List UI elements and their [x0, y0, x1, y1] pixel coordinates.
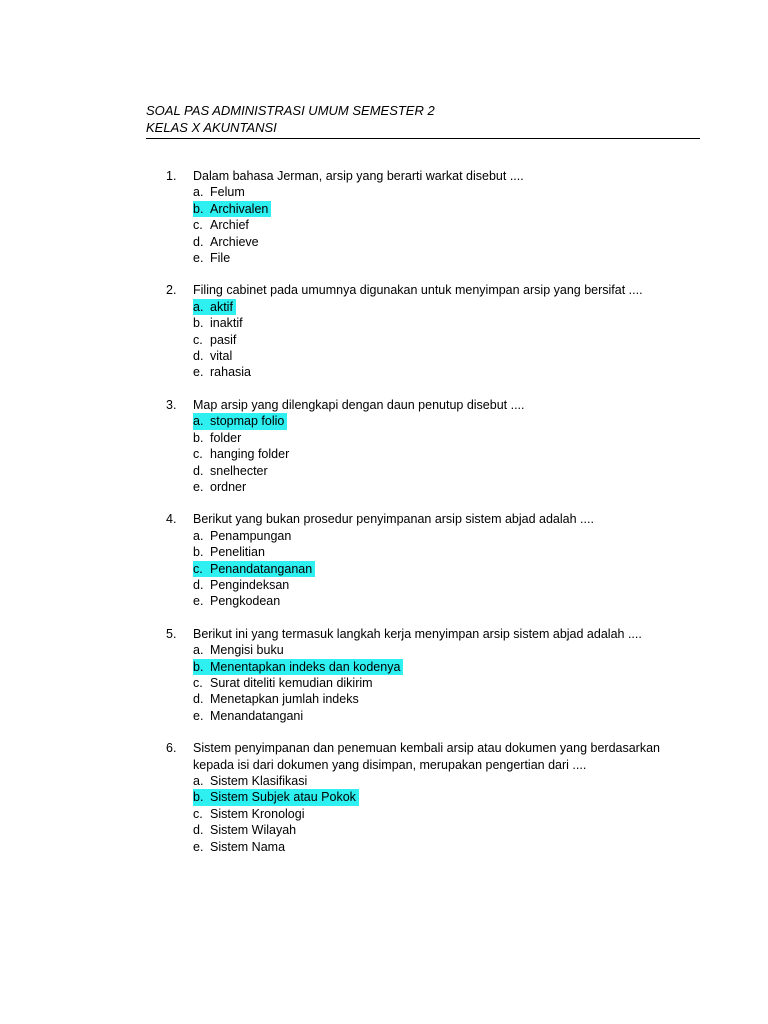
- document-header: [146, 102, 700, 139]
- question-text: Sistem penyimpanan dan penemuan kembali arsip atau dokumen yang berdasarkan kepada isi dari dokumen yang disimpan, merupakan pengertian dari ....: [193, 741, 660, 772]
- option-text: pasif: [210, 332, 237, 347]
- question-2: [166, 282, 660, 380]
- answer-option-body: [193, 430, 244, 446]
- option-text: ordner: [210, 479, 247, 494]
- answer-option: [193, 675, 660, 691]
- option-letter: a.: [193, 299, 204, 314]
- option-text: aktif: [210, 299, 233, 314]
- correct-answer-highlight: [193, 201, 271, 217]
- option-text: Archivalen: [210, 201, 269, 216]
- option-text: Penandatanganan: [210, 561, 313, 576]
- correct-answer-highlight: [193, 789, 359, 805]
- answer-option: [193, 430, 660, 446]
- question-text: Filing cabinet pada umumnya digunakan untuk menyimpan arsip yang bersifat ....: [193, 283, 643, 298]
- question-4: [166, 511, 660, 609]
- option-text: inaktif: [210, 316, 243, 331]
- option-letter: a.: [193, 185, 204, 200]
- answer-option-body: [193, 315, 246, 331]
- option-letter: e.: [193, 708, 204, 723]
- question-stem: [166, 168, 660, 184]
- question-stem: [166, 397, 660, 413]
- answer-option: [193, 463, 660, 479]
- answer-option: [193, 315, 660, 331]
- question-text: Map arsip yang dilengkapi dengan daun penutup disebut ....: [193, 397, 525, 412]
- option-letter: d.: [193, 463, 204, 478]
- answer-option: [193, 789, 660, 805]
- option-text: Sistem Klasifikasi: [210, 774, 308, 788]
- answer-options: [193, 528, 660, 610]
- option-text: hanging folder: [210, 447, 290, 462]
- option-text: Pengindeksan: [210, 577, 290, 592]
- option-text: Sistem Wilayah: [210, 823, 297, 838]
- question-1: [166, 168, 660, 266]
- question-text: Berikut yang bukan prosedur penyimpanan arsip sistem abjad adalah ....: [193, 512, 594, 527]
- option-letter: b.: [193, 430, 204, 445]
- option-text: folder: [210, 430, 242, 445]
- option-letter: a.: [193, 643, 204, 658]
- answer-option: [193, 659, 660, 675]
- answer-option: [193, 642, 660, 658]
- answer-option: [193, 234, 660, 250]
- answer-option-body: [193, 348, 235, 364]
- answer-option: [193, 577, 660, 593]
- question-text: Dalam bahasa Jerman, arsip yang berarti warkat disebut ....: [193, 169, 524, 183]
- option-letter: d.: [193, 692, 204, 707]
- option-letter: d.: [193, 823, 204, 838]
- option-letter: c.: [193, 675, 203, 690]
- answer-option: [193, 348, 660, 364]
- answer-option-body: [193, 708, 306, 724]
- header-class: KELAS X AKUNTANSI: [146, 120, 277, 135]
- question-number: 4.: [166, 512, 177, 527]
- answer-option-body: [193, 217, 252, 233]
- option-text: snelhecter: [210, 463, 268, 478]
- answer-options: [193, 642, 660, 724]
- option-text: Menandatangani: [210, 708, 304, 723]
- answer-option: [193, 217, 660, 233]
- correct-answer-highlight: [193, 659, 403, 675]
- answer-option: [193, 544, 660, 560]
- correct-answer-highlight: [193, 413, 287, 429]
- answer-options: [193, 773, 660, 855]
- answer-option: [193, 413, 660, 429]
- answer-option-body: [193, 577, 292, 593]
- answer-options: [193, 184, 660, 266]
- option-text: Felum: [210, 185, 245, 200]
- question-number: 2.: [166, 283, 177, 298]
- answer-option-body: [193, 806, 308, 822]
- answer-option: [193, 201, 660, 217]
- correct-answer-highlight: [193, 561, 315, 577]
- option-letter: e.: [193, 839, 204, 854]
- answer-option: [193, 332, 660, 348]
- option-letter: a.: [193, 774, 204, 788]
- question-6: [166, 740, 660, 855]
- answer-option: [193, 593, 660, 609]
- answer-option-body: [193, 593, 283, 609]
- question-number: 6.: [166, 741, 177, 756]
- question-number: 5.: [166, 626, 177, 641]
- answer-option: [193, 528, 660, 544]
- answer-option: [193, 364, 660, 380]
- answer-option-body: [193, 364, 254, 380]
- option-letter: b.: [193, 316, 204, 331]
- answer-option-body: [193, 250, 233, 266]
- option-text: Mengisi buku: [210, 643, 284, 658]
- question-stem: [166, 740, 660, 773]
- option-letter: d.: [193, 234, 204, 249]
- answer-option-body: [193, 184, 248, 200]
- option-letter: d.: [193, 349, 204, 364]
- answer-option: [193, 839, 660, 855]
- option-letter: e.: [193, 479, 204, 494]
- answer-option: [193, 561, 660, 577]
- option-text: Sistem Subjek atau Pokok: [210, 790, 356, 805]
- question-number: 1.: [166, 169, 177, 183]
- option-letter: a.: [193, 414, 204, 429]
- answer-option-body: [193, 446, 292, 462]
- option-letter: e.: [193, 365, 204, 380]
- answer-option-body: [193, 528, 294, 544]
- question-text: Berikut ini yang termasuk langkah kerja menyimpan arsip sistem abjad adalah ....: [193, 626, 642, 641]
- answer-option-body: [193, 691, 362, 707]
- option-text: rahasia: [210, 365, 251, 380]
- option-letter: e.: [193, 594, 204, 609]
- question-stem: [166, 626, 660, 642]
- question-stem: [166, 282, 660, 298]
- option-letter: c.: [193, 447, 203, 462]
- option-letter: b.: [193, 201, 204, 216]
- answer-options: [193, 299, 660, 381]
- option-letter: c.: [193, 332, 203, 347]
- header-title: SOAL PAS ADMINISTRASI UMUM SEMESTER 2: [146, 103, 435, 118]
- answer-option-body: [193, 773, 310, 789]
- question-5: [166, 626, 660, 724]
- header-divider: [146, 138, 700, 139]
- answer-option: [193, 691, 660, 707]
- option-text: Penampungan: [210, 528, 292, 543]
- correct-answer-highlight: [193, 299, 236, 315]
- answer-option-body: [193, 675, 376, 691]
- answer-options: [193, 413, 660, 495]
- option-letter: a.: [193, 528, 204, 543]
- question-number: 3.: [166, 397, 177, 412]
- option-letter: c.: [193, 806, 203, 821]
- option-text: Pengkodean: [210, 594, 281, 609]
- option-text: stopmap folio: [210, 414, 285, 429]
- answer-option-body: [193, 642, 287, 658]
- option-text: Penelitian: [210, 545, 265, 560]
- option-letter: c.: [193, 561, 203, 576]
- option-letter: c.: [193, 218, 203, 233]
- answer-option: [193, 773, 660, 789]
- answer-option-body: [193, 479, 249, 495]
- answer-option-body: [193, 544, 268, 560]
- option-text: Sistem Nama: [210, 839, 286, 854]
- question-stem: [166, 511, 660, 527]
- answer-option-body: [193, 463, 271, 479]
- option-text: Menetapkan jumlah indeks: [210, 692, 359, 707]
- answer-option: [193, 299, 660, 315]
- answer-option-body: [193, 839, 288, 855]
- option-letter: b.: [193, 659, 204, 674]
- option-text: Archief: [210, 218, 249, 233]
- question-3: [166, 397, 660, 495]
- answer-option-body: [193, 234, 262, 250]
- option-letter: b.: [193, 545, 204, 560]
- option-text: vital: [210, 349, 233, 364]
- option-letter: d.: [193, 577, 204, 592]
- question-list: [166, 168, 660, 871]
- answer-option: [193, 822, 660, 838]
- answer-option: [193, 250, 660, 266]
- answer-option: [193, 806, 660, 822]
- answer-option: [193, 708, 660, 724]
- answer-option-body: [193, 332, 239, 348]
- option-letter: b.: [193, 790, 204, 805]
- answer-option: [193, 479, 660, 495]
- option-text: Archieve: [210, 234, 259, 249]
- option-text: File: [210, 251, 231, 266]
- answer-option-body: [193, 822, 299, 838]
- answer-option: [193, 184, 660, 200]
- option-letter: e.: [193, 251, 204, 266]
- option-text: Surat diteliti kemudian dikirim: [210, 675, 373, 690]
- answer-option: [193, 446, 660, 462]
- option-text: Sistem Kronologi: [210, 806, 305, 821]
- option-text: Menentapkan indeks dan kodenya: [210, 659, 401, 674]
